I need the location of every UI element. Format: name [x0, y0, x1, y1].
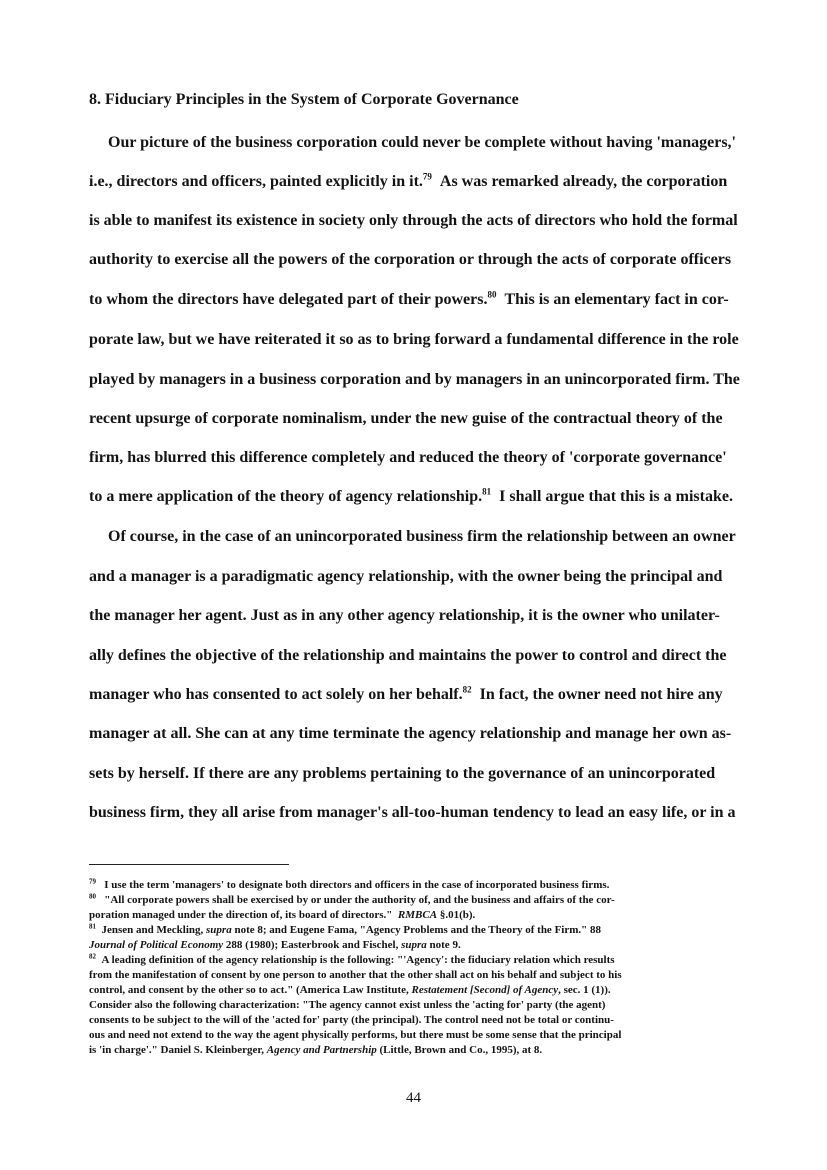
footnote-line: Consider also the following characterization: "The agency cannot exist unless the 'acting for' party (the agent)	[89, 999, 606, 1011]
body-line: business firm, they all arise from manager's all-too-human tendency to lead an easy life, or in a	[89, 804, 736, 821]
footnote-line: control, and consent by the other so to act." (America Law Institute, Restatement [Second] of Agency, sec. 1 (1)).	[89, 984, 611, 996]
footnote-line: ous and need not extend to the way the agent physically performs, but there must be some sense that the principal	[89, 1029, 622, 1041]
footnote-ref: 82	[462, 684, 472, 695]
page-number: 44	[406, 1090, 421, 1106]
footnote-line: consents to be subject to the will of the 'acted for' party (the principal). The control need not be total or continu-	[89, 1014, 614, 1026]
footnote-line: is 'in charge'." Daniel S. Kleinberger, Agency and Partnership (Little, Brown and Co., 1995), at 8.	[89, 1044, 543, 1056]
footnote-line: Journal of Political Economy 288 (1980); Easterbrook and Fischel, supra note 9.	[89, 939, 461, 951]
body-line: the manager her agent. Just as in any other agency relationship, it is the owner who unilater-	[89, 607, 720, 624]
body-line: authority to exercise all the powers of the corporation or through the acts of corporate officers	[89, 251, 732, 268]
footnote-line: poration managed under the direction of, its board of directors." RMBCA §.01(b).	[89, 909, 476, 921]
body-line: is able to manifest its existence in society only through the acts of directors who hold the formal	[89, 212, 738, 229]
footnote-ref: 79	[422, 171, 432, 182]
body-line: porate law, but we have reiterated it so as to bring forward a fundamental difference in the role	[89, 331, 739, 348]
footnote-line: from the manifestation of consent by one person to another that the other shall act on his behalf and subject to his	[89, 969, 622, 981]
body-line: to whom the directors have delegated part of their powers.$^{80}$ This is an elementary fact in cor-	[89, 289, 729, 308]
footnote-ref: 80	[487, 289, 497, 300]
body-line: i.e., directors and officers, painted explicitly in it.$^{79}$ As was remarked already, the corporation	[89, 171, 728, 190]
body-line: manager at all. She can at any time terminate the agency relationship and manage her own as-	[89, 725, 732, 742]
body-line: to a mere application of the theory of agency relationship.$^{81}$ I shall argue that this is a mistake.	[89, 486, 733, 505]
body-line: ally defines the objective of the relationship and maintains the power to control and direct the	[89, 647, 727, 664]
footnote-81: $^{81}$ Jensen and Meckling, supra note 8; and Eugene Fama, "Agency Problems and the Theory of the Firm." 88	[89, 922, 601, 936]
footnote-ref: 81	[482, 486, 492, 497]
footnote-separator	[89, 864, 289, 865]
body-line: firm, has blurred this difference completely and reduced the theory of 'corporate governance'	[89, 449, 727, 466]
footnote-82: $^{82}$ A leading definition of the agency relationship is the following: "'Agency': the fiduciary relation which results	[89, 952, 615, 966]
footnote-80: $^{80}$ "All corporate powers shall be exercised by or under the authority of, and the business and affairs of the cor-	[89, 892, 615, 906]
body-line: recent upsurge of corporate nominalism, under the new guise of the contractual theory of the	[89, 410, 723, 427]
section-heading: 8. Fiduciary Principles in the System of Corporate Governance	[89, 91, 519, 108]
body-line: and a manager is a paradigmatic agency relationship, with the owner being the principal and	[89, 568, 723, 585]
body-line: Of course, in the case of an unincorporated business firm the relationship between an owner	[108, 528, 736, 545]
body-line: sets by herself. If there are any problems pertaining to the governance of an unincorporated	[89, 765, 716, 782]
body-line: played by managers in a business corporation and by managers in an unincorporated firm. The	[89, 371, 740, 388]
body-line: manager who has consented to act solely on her behalf.$^{82}$ In fact, the owner need not hire any	[89, 684, 723, 703]
body-line: Our picture of the business corporation could never be complete without having 'managers,'	[108, 134, 736, 151]
footnote-79: $^{79}$ I use the term 'managers' to designate both directors and officers in the case of incorporated business firms.	[89, 877, 610, 891]
